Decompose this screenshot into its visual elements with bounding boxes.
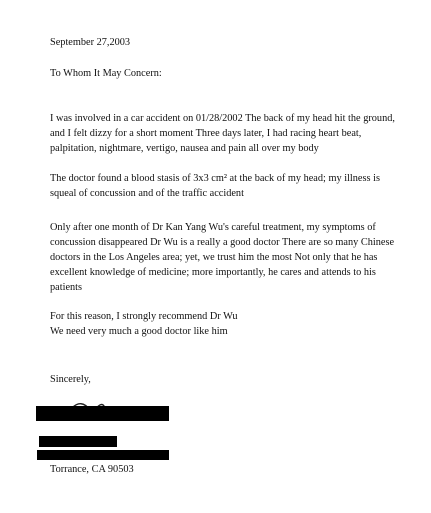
letter-address: Torrance, CA 90503 xyxy=(50,464,134,475)
redaction-bar-name xyxy=(39,436,117,447)
letter-date: September 27,2003 xyxy=(50,37,131,48)
redaction-bar-street xyxy=(37,450,169,460)
letter-paragraph-3: Only after one month of Dr Kan Yang Wu's careful treatment, my symptoms of concussion disappeared Dr Wu is a really a good doctor There are so many Chinese doctors in the Los Angeles area; yet, we trust him the most Not only that he has excellent knowledge of medicine; more importantly, he cares and attends to his patients xyxy=(50,222,395,293)
letter-closing: Sincerely, xyxy=(50,374,91,385)
letter-paragraph-1: I was involved in a car accident on 01/28/2002 The back of my head hit the ground, and I felt dizzy for a short moment Three days later, I had racing heart beat, palpitation, nightmare, vertigo, nausea and pain all over my body xyxy=(50,113,395,154)
letter-paragraph-4: For this reason, I strongly recommend Dr Wu We need very much a good doctor like him xyxy=(50,311,238,337)
letter-salutation: To Whom It May Concern: xyxy=(50,68,162,79)
letter-paragraph-2: The doctor found a blood stasis of 3x3 cm² at the back of my head; my illness is squeal of concussion and of the traffic accident xyxy=(50,173,380,199)
redaction-bar-signature xyxy=(36,406,169,421)
